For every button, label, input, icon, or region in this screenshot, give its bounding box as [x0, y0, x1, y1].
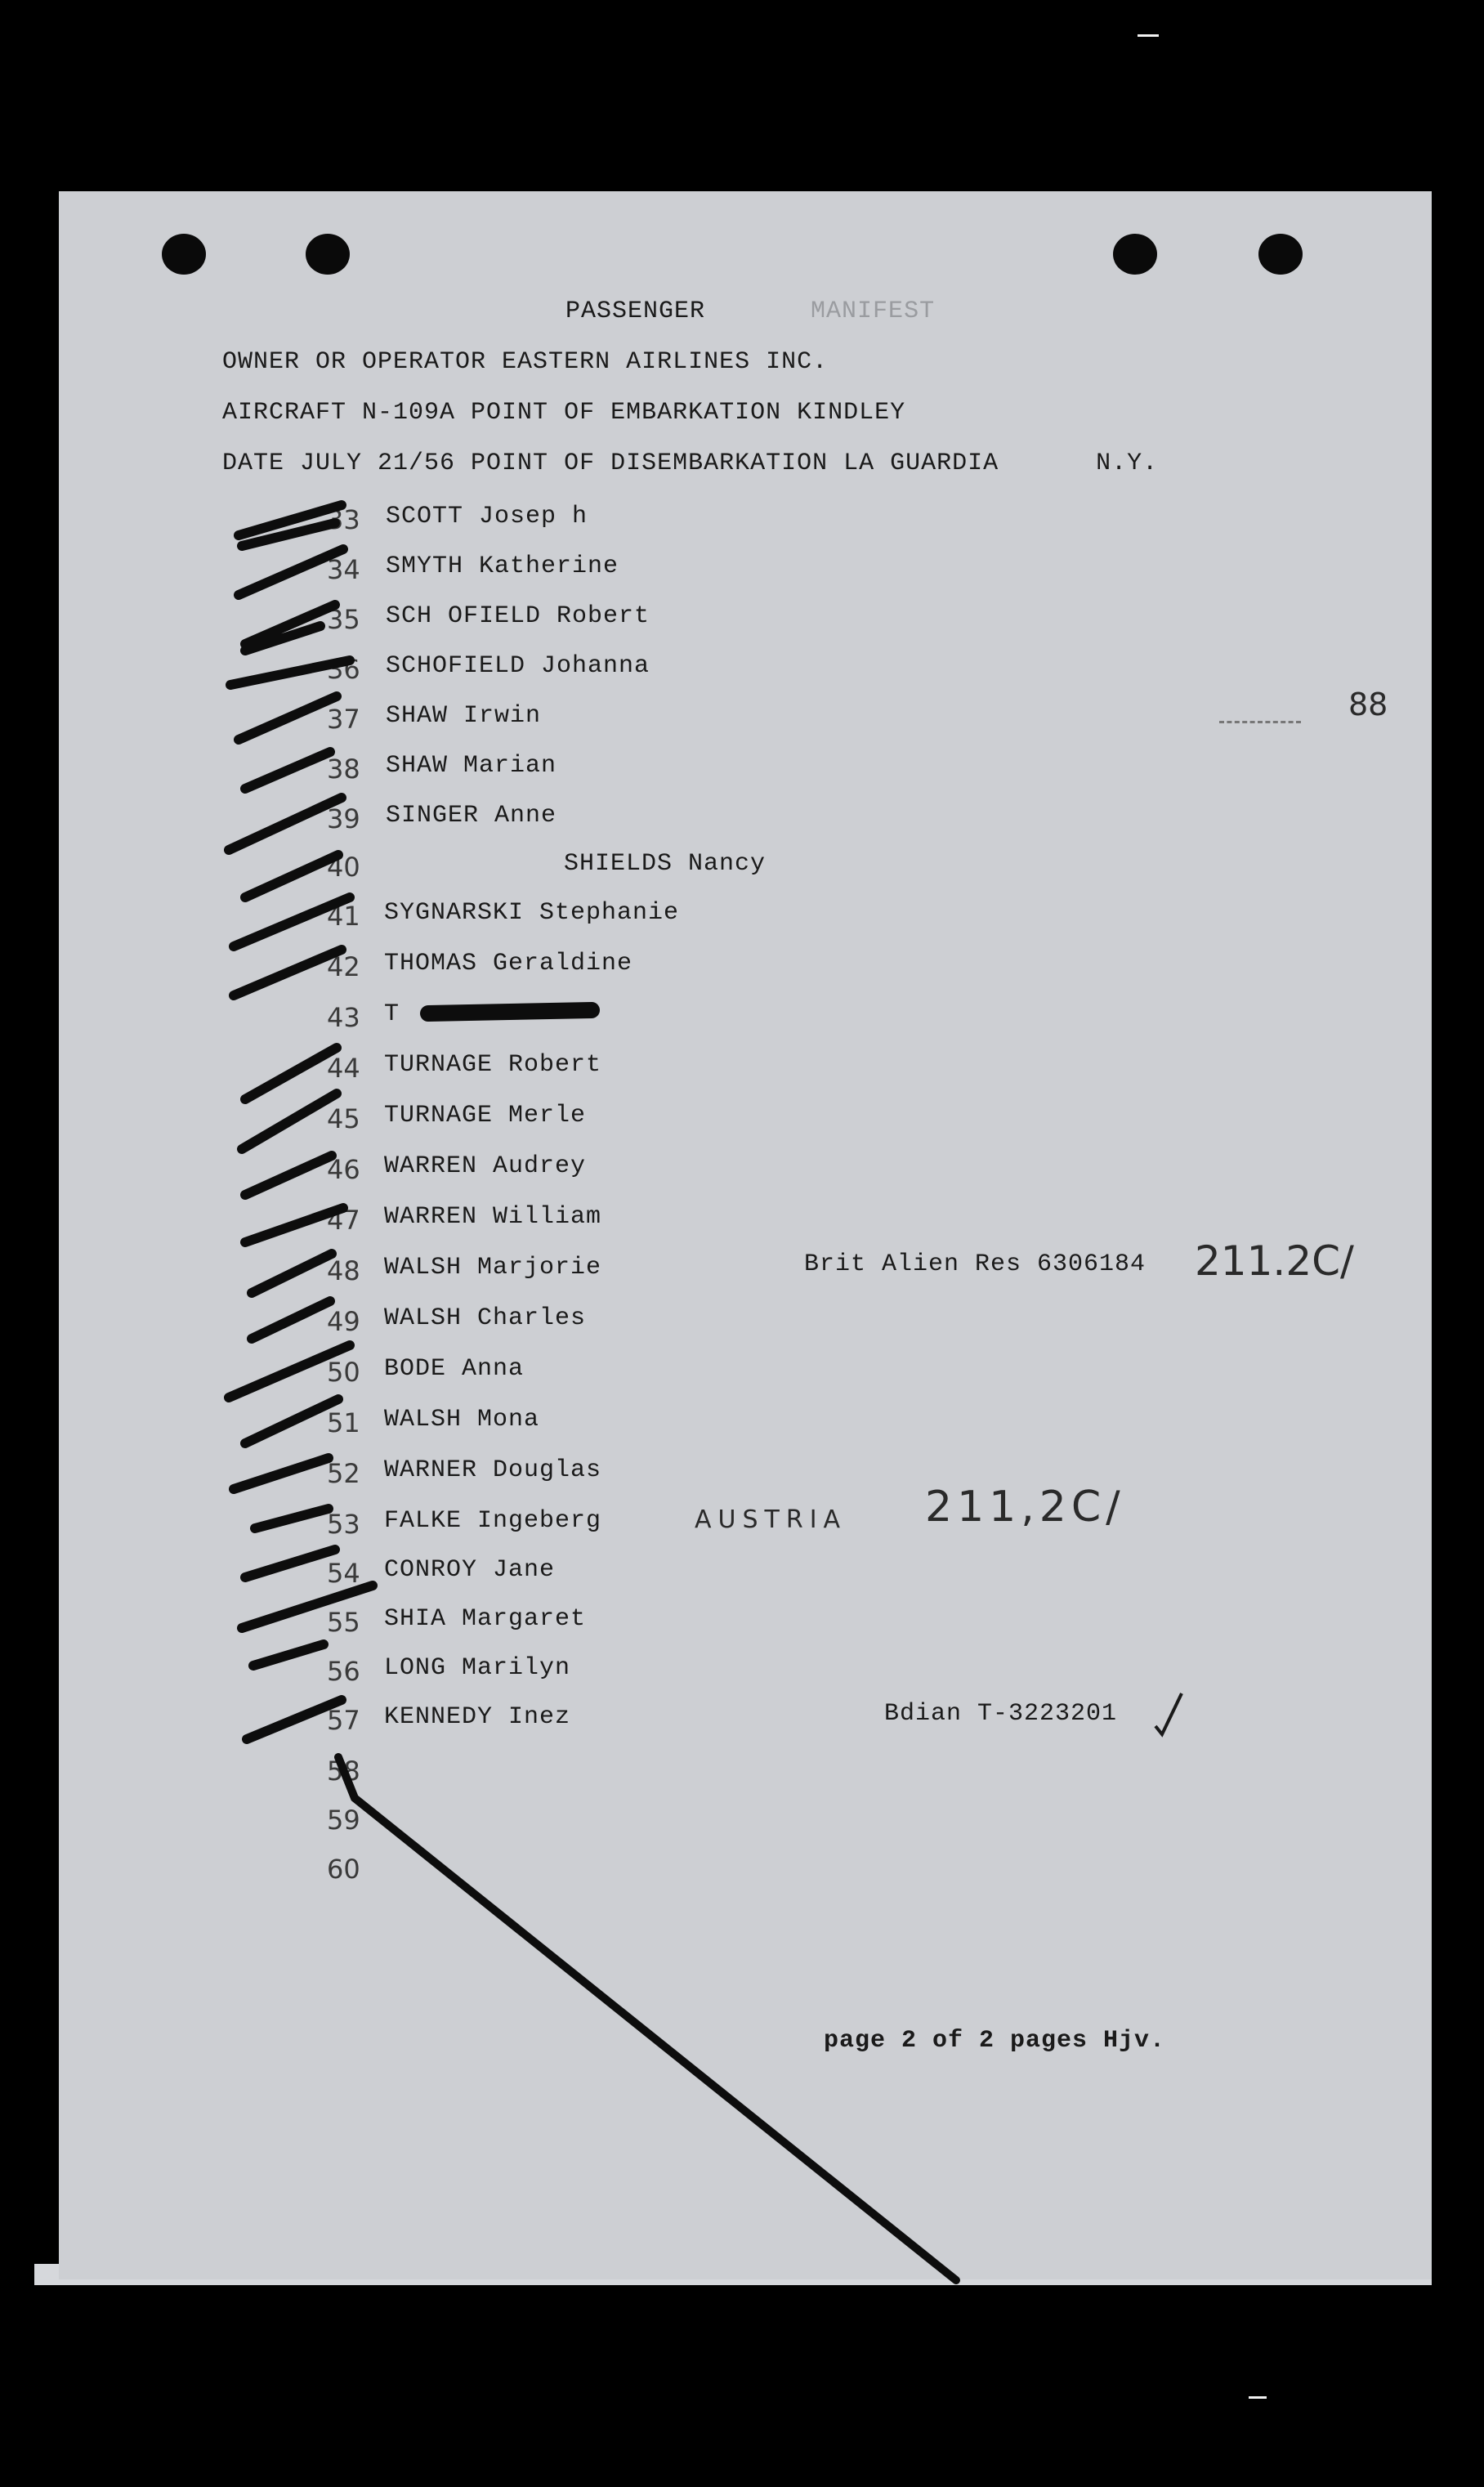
row-number: 34	[327, 554, 360, 585]
row-number: 38	[327, 754, 360, 785]
manifest-page	[59, 191, 1432, 2279]
row-number: 51	[327, 1407, 360, 1438]
passenger-name: SINGER Anne	[386, 802, 557, 830]
title-faint-word: MANIFEST	[811, 297, 936, 325]
row-number: 60	[327, 1854, 360, 1885]
row-number: 48	[327, 1255, 360, 1286]
passenger-name: SHAW Marian	[386, 752, 557, 780]
row-number: 47	[327, 1205, 360, 1236]
row-number: 56	[327, 1656, 360, 1687]
margin-dash	[1219, 721, 1301, 723]
date-text: DATE JULY 21/56 POINT OF DISEMBARKATION LA GUARDIA	[222, 450, 999, 477]
margin-page-number: 88	[1348, 687, 1388, 722]
passenger-name: TURNAGE Robert	[384, 1051, 602, 1079]
row-number: 33	[327, 504, 360, 535]
passenger-name: FALKE Ingeberg	[384, 1507, 602, 1535]
passenger-name: BODE Anna	[384, 1355, 525, 1383]
passenger-name: TURNAGE Merle	[384, 1102, 587, 1129]
passenger-name: CONROY Jane	[384, 1556, 556, 1584]
passenger-name: SCH OFIELD Robert	[386, 602, 650, 630]
row-number: 42	[327, 951, 360, 982]
passenger-name: KENNEDY Inez	[384, 1703, 571, 1731]
passenger-name: SHAW Irwin	[386, 702, 542, 730]
row-number: 39	[327, 803, 360, 834]
aircraft-line: AIRCRAFT N-109A POINT OF EMBARKATION KINDLEY	[222, 399, 906, 427]
scan-speck	[1138, 34, 1159, 37]
passenger-name: THOMAS Geraldine	[384, 950, 633, 977]
passenger-name: WALSH Charles	[384, 1304, 587, 1332]
passenger-name: WARREN Audrey	[384, 1152, 587, 1180]
row-number: 50	[327, 1357, 360, 1388]
scan-speck	[1249, 2396, 1267, 2399]
passenger-name: WALSH Mona	[384, 1406, 540, 1434]
punch-hole	[306, 234, 350, 275]
page-footer: page 2 of 2 pages Hjv.	[824, 2027, 1166, 2055]
passenger-name: SMYTH Katherine	[386, 552, 619, 580]
row-number: 49	[327, 1306, 360, 1337]
punch-hole	[162, 234, 206, 275]
date-tail: N.Y.	[1096, 450, 1159, 477]
row-number: 57	[327, 1705, 360, 1736]
row-number: 36	[327, 654, 360, 685]
alien-residence-note: Brit Alien Res 6306184	[804, 1250, 1147, 1278]
row-number: 43	[327, 1002, 360, 1033]
row-number: 54	[327, 1558, 360, 1589]
owner-line: OWNER OR OPERATOR EASTERN AIRLINES INC.	[222, 348, 829, 376]
passenger-name: WALSH Marjorie	[384, 1254, 602, 1282]
passenger-name: SHIELDS Nancy	[564, 850, 767, 878]
passenger-name: LONG Marilyn	[384, 1654, 571, 1682]
punch-hole	[1113, 234, 1157, 275]
passenger-name: SHIA Margaret	[384, 1605, 587, 1633]
row-number: 46	[327, 1154, 360, 1185]
handwritten-code: 211,2C/	[925, 1483, 1125, 1532]
date-line	[222, 450, 1158, 477]
row-number: 40	[327, 852, 360, 883]
passenger-name: WARNER Douglas	[384, 1456, 602, 1484]
passenger-name: SCHOFIELD Johanna	[386, 652, 650, 680]
row-number: 53	[327, 1509, 360, 1540]
passenger-name: SCOTT Josep h	[386, 503, 588, 530]
row-number: 58	[327, 1756, 360, 1787]
row-number: 37	[327, 704, 360, 735]
passenger-name: WARREN William	[384, 1203, 602, 1231]
row-number: 41	[327, 901, 360, 932]
row-number: 45	[327, 1103, 360, 1134]
row-number: 52	[327, 1458, 360, 1489]
row-number: 35	[327, 604, 360, 635]
title-word: PASSENGER	[565, 297, 706, 325]
passenger-name: T	[384, 1000, 400, 1028]
row-number: 59	[327, 1805, 360, 1836]
manifest-title	[565, 297, 935, 325]
bermudian-passport-note: Bdian T-3223201	[884, 1700, 1118, 1728]
passenger-name: SYGNARSKI Stephanie	[384, 899, 680, 927]
row-number: 44	[327, 1053, 360, 1084]
handwritten-country: AUSTRIA	[695, 1505, 847, 1534]
punch-hole	[1258, 234, 1303, 275]
handwritten-code: 211.2C/	[1195, 1237, 1354, 1285]
row-number: 55	[327, 1607, 360, 1638]
